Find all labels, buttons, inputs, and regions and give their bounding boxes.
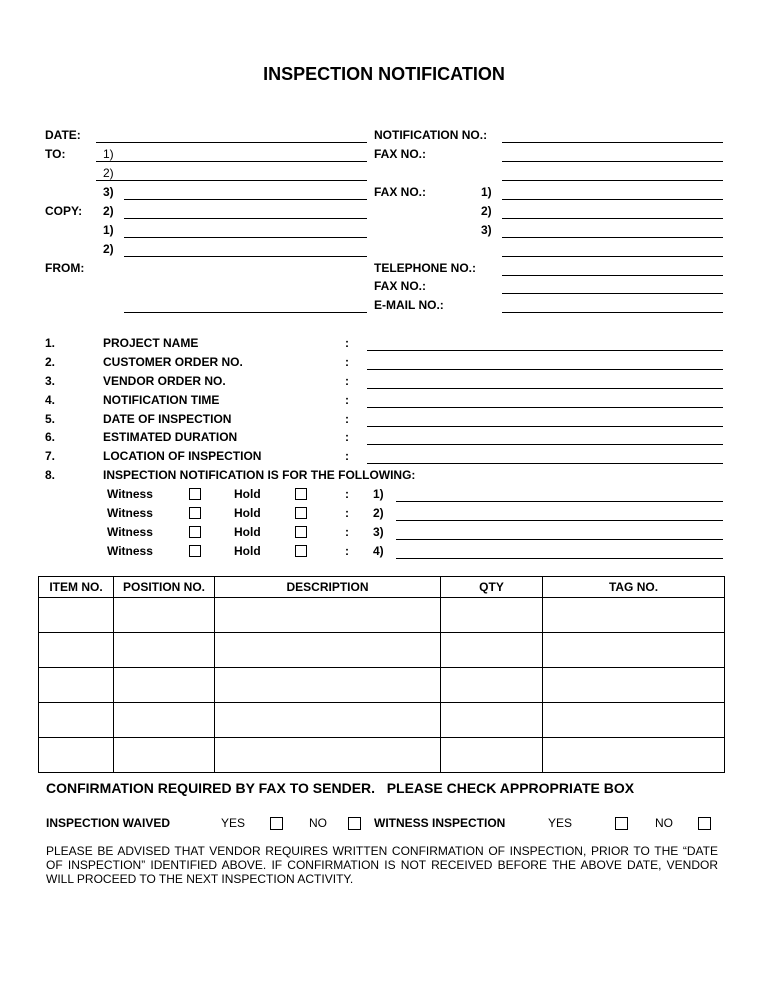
field-3-label: VENDOR ORDER NO. — [103, 374, 226, 388]
notification-no-label: NOTIFICATION NO.: — [374, 128, 488, 142]
fax-item-1-label: 1) — [481, 185, 492, 199]
field-7-label: LOCATION OF INSPECTION — [103, 449, 262, 463]
point-field-3[interactable] — [396, 539, 723, 540]
date-field[interactable] — [96, 142, 367, 143]
table-header-row — [39, 577, 725, 598]
field-1-number: 1. — [45, 336, 56, 350]
field-6-number: 6. — [45, 430, 56, 444]
field-5-colon: : — [345, 412, 349, 426]
waived-no-checkbox[interactable] — [348, 817, 361, 830]
from-label: FROM: — [45, 261, 85, 275]
field-5-label: DATE OF INSPECTION — [103, 412, 232, 426]
telephone-no-field[interactable] — [502, 275, 723, 276]
point-colon-4: : — [345, 544, 349, 558]
hold-checkbox-4[interactable] — [295, 545, 307, 557]
copy-item-1-label: 2) — [103, 204, 114, 218]
fax-item-2-label: 2) — [481, 204, 492, 218]
from-fax-no-label: FAX NO.: — [374, 279, 427, 293]
field-7-colon: : — [345, 449, 349, 463]
table-cell[interactable] — [543, 738, 725, 773]
copy-label: COPY: — [45, 204, 83, 218]
table-cell[interactable] — [215, 668, 441, 703]
field-4-number: 4. — [45, 393, 56, 407]
field-7-number: 7. — [45, 449, 56, 463]
fax-no-copy-label: FAX NO.: — [374, 185, 427, 199]
column-header-item-no: ITEM NO. — [39, 577, 114, 598]
point-number-2: 2) — [373, 506, 384, 520]
field-6-colon: : — [345, 430, 349, 444]
table-cell[interactable] — [39, 668, 114, 703]
field-4-label: NOTIFICATION TIME — [103, 393, 220, 407]
customer-order-field[interactable] — [367, 369, 723, 370]
waived-yes-checkbox[interactable] — [270, 817, 283, 830]
witness-no-label: NO — [655, 816, 673, 830]
table-cell[interactable] — [215, 633, 441, 668]
field-8-number: 8. — [45, 468, 56, 482]
field-3-number: 3. — [45, 374, 56, 388]
table-cell[interactable] — [543, 703, 725, 738]
point-number-1: 1) — [373, 487, 384, 501]
copy-item-2-label: 1) — [103, 223, 114, 237]
table-cell[interactable] — [441, 598, 543, 633]
column-header-tag-no: TAG NO. — [543, 577, 725, 598]
table-cell[interactable] — [114, 668, 215, 703]
fax-field-3[interactable] — [502, 237, 723, 238]
witness-label-2: Witness — [107, 506, 153, 520]
witness-checkbox-1[interactable] — [189, 488, 201, 500]
witness-inspection-label: WITNESS INSPECTION — [374, 816, 506, 830]
from-fax-no-field[interactable] — [502, 293, 723, 294]
email-no-label: E-MAIL NO.: — [374, 298, 444, 312]
witness-label-3: Witness — [107, 525, 153, 539]
date-of-inspection-field[interactable] — [367, 426, 723, 427]
field-5-number: 5. — [45, 412, 56, 426]
table-cell[interactable] — [215, 738, 441, 773]
fax-no-field-extra[interactable] — [502, 180, 723, 181]
field-1-colon: : — [345, 336, 349, 350]
table-cell[interactable] — [215, 598, 441, 633]
table-row — [39, 738, 725, 773]
table-row — [39, 668, 725, 703]
table-cell[interactable] — [441, 703, 543, 738]
field-4-colon: : — [345, 393, 349, 407]
fax-no-label: FAX NO.: — [374, 147, 427, 161]
field-6-label: ESTIMATED DURATION — [103, 430, 238, 444]
to-field-2[interactable] — [96, 180, 367, 181]
copy-field-1[interactable] — [124, 218, 367, 219]
to-item-3-label: 3) — [103, 185, 114, 199]
table-cell[interactable] — [441, 668, 543, 703]
notification-time-field[interactable] — [367, 407, 723, 408]
table-cell[interactable] — [543, 598, 725, 633]
hold-checkbox-2[interactable] — [295, 507, 307, 519]
to-label: TO: — [45, 147, 66, 161]
table-row — [39, 598, 725, 633]
fax-field-2[interactable] — [502, 218, 723, 219]
witness-checkbox-2[interactable] — [189, 507, 201, 519]
table-row — [39, 703, 725, 738]
point-number-4: 4) — [373, 544, 384, 558]
copy-field-3[interactable] — [124, 256, 367, 257]
table-cell[interactable] — [441, 738, 543, 773]
field-2-label: CUSTOMER ORDER NO. — [103, 355, 243, 369]
copy-item-3-label: 2) — [103, 242, 114, 256]
notification-no-field[interactable] — [502, 142, 723, 143]
inspection-waived-label: INSPECTION WAIVED — [46, 816, 171, 830]
witness-label-4: Witness — [107, 544, 153, 558]
point-colon-2: : — [345, 506, 349, 520]
fax-field-4[interactable] — [502, 256, 723, 257]
point-field-1[interactable] — [396, 501, 723, 502]
to-field-3[interactable] — [124, 199, 367, 200]
witness-label-1: Witness — [107, 487, 153, 501]
estimated-duration-field[interactable] — [367, 444, 723, 445]
hold-label-1: Hold — [234, 487, 261, 501]
fax-field-1[interactable] — [502, 199, 723, 200]
date-label: DATE: — [45, 128, 81, 142]
to-item-1-label: 1) — [103, 147, 114, 161]
column-header-qty: QTY — [441, 577, 543, 598]
point-field-4[interactable] — [396, 558, 723, 559]
field-8-label: INSPECTION NOTIFICATION IS FOR THE FOLLOWING: — [103, 468, 416, 482]
point-number-3: 3) — [373, 525, 384, 539]
project-name-field[interactable] — [367, 350, 723, 351]
email-no-field[interactable] — [502, 312, 723, 313]
column-header-description: DESCRIPTION — [215, 577, 441, 598]
field-1-label: PROJECT NAME — [103, 336, 199, 350]
table-cell[interactable] — [39, 598, 114, 633]
to-field-1[interactable] — [96, 161, 367, 162]
fax-item-3-label: 3) — [481, 223, 492, 237]
vendor-order-field[interactable] — [367, 388, 723, 389]
witness-checkbox-4[interactable] — [189, 545, 201, 557]
from-field[interactable] — [124, 312, 367, 313]
table-cell[interactable] — [543, 668, 725, 703]
witness-yes-label: YES — [548, 816, 573, 830]
hold-label-2: Hold — [234, 506, 261, 520]
location-field[interactable] — [367, 463, 723, 464]
field-3-colon: : — [345, 374, 349, 388]
fax-no-field[interactable] — [502, 161, 723, 162]
table-cell[interactable] — [543, 633, 725, 668]
confirmation-heading: CONFIRMATION REQUIRED BY FAX TO SENDER. PLEASE CHECK APPROPRIATE BOX — [46, 780, 635, 796]
table-cell[interactable] — [215, 703, 441, 738]
column-header-position-no: POSITION NO. — [114, 577, 215, 598]
confirmation-notice: PLEASE BE ADVISED THAT VENDOR REQUIRES WRITTEN CONFIRMATION OF INSPECTION, PRIOR TO THE “DATE OF INSPECTION” IDENTIFIED ABOVE. IF CONFIRMATION IS NOT RECEIVED BEFORE THE ABOVE DATE, VENDOR WILL PROCEED TO THE NEXT INSPECTION ACTIVITY. — [46, 844, 718, 886]
page-title: INSPECTION NOTIFICATION — [263, 64, 505, 84]
waived-yes-label: YES — [221, 816, 246, 830]
field-2-colon: : — [345, 355, 349, 369]
copy-field-2[interactable] — [124, 237, 367, 238]
point-colon-3: : — [345, 525, 349, 539]
table-cell[interactable] — [39, 703, 114, 738]
table-cell[interactable] — [114, 633, 215, 668]
telephone-no-label: TELEPHONE NO.: — [374, 261, 477, 275]
point-colon-1: : — [345, 487, 349, 501]
hold-checkbox-3[interactable] — [295, 526, 307, 538]
witness-yes-checkbox[interactable] — [615, 817, 628, 830]
table-row — [39, 633, 725, 668]
hold-label-3: Hold — [234, 525, 261, 539]
items-table — [38, 576, 725, 773]
point-field-2[interactable] — [396, 520, 723, 521]
table-cell[interactable] — [441, 633, 543, 668]
witness-no-checkbox[interactable] — [698, 817, 711, 830]
table-cell[interactable] — [39, 738, 114, 773]
witness-checkbox-3[interactable] — [189, 526, 201, 538]
hold-checkbox-1[interactable] — [295, 488, 307, 500]
field-2-number: 2. — [45, 355, 56, 369]
table-cell[interactable] — [114, 598, 215, 633]
hold-label-4: Hold — [234, 544, 261, 558]
table-cell[interactable] — [39, 633, 114, 668]
table-cell[interactable] — [114, 703, 215, 738]
waived-no-label: NO — [309, 816, 327, 830]
to-item-2-label: 2) — [103, 166, 114, 180]
table-cell[interactable] — [114, 738, 215, 773]
